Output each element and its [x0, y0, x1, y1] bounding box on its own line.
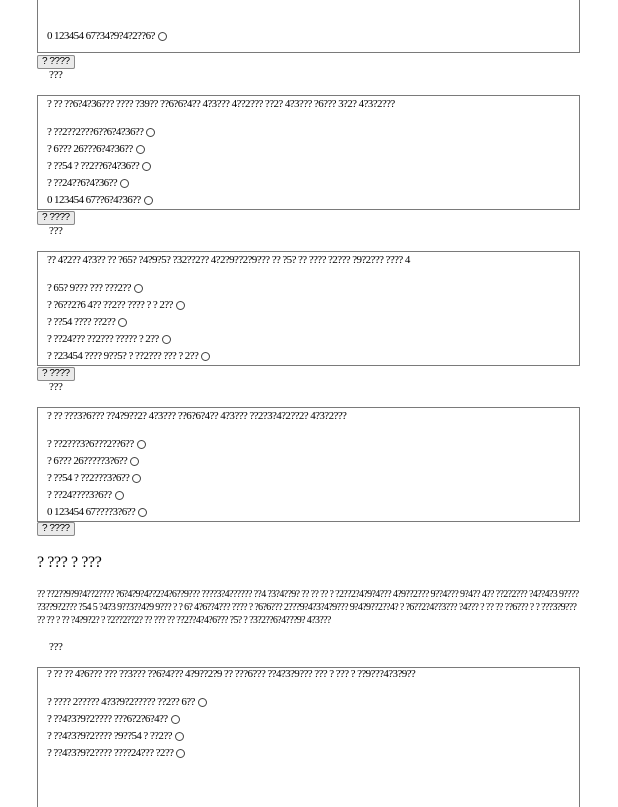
- radio-button[interactable]: [137, 440, 146, 449]
- option-label: 0 123454 67?34?9?4?2??6?: [47, 30, 155, 42]
- radio-button[interactable]: [134, 284, 143, 293]
- radio-button[interactable]: [175, 732, 184, 741]
- radio-button[interactable]: [136, 145, 145, 154]
- option-row[interactable]: [47, 192, 579, 209]
- option-row[interactable]: [47, 728, 579, 745]
- radio-button[interactable]: [162, 335, 171, 344]
- question-text: ?? 4?2?? 4?3?? ?? ?65? ?4?9?5? ?32??2?? 4?2?9??2?9??? ?? ?5? ?? ???? ?2??? ?9?2??? ???? 4: [47, 254, 410, 266]
- option-label: ? ??2???3?6???2??6??: [47, 438, 134, 450]
- option-label: 0 123454 67??6?4?36??: [47, 194, 141, 206]
- option-row[interactable]: [47, 470, 579, 487]
- option-row[interactable]: [47, 453, 579, 470]
- question-text: ? ?? ???3?6??? ??4?9??2? 4?3??? ??6?6?4?? 4?3??? ??2?3?4?2??2? 4?3?2???: [47, 410, 347, 422]
- question-fieldset-3: [37, 407, 580, 522]
- question-fieldset-0: [37, 0, 580, 53]
- option-label: ? ?6??2?6 4?? ??2?? ???? ? ? 2??: [47, 299, 173, 311]
- radio-button[interactable]: [201, 352, 210, 361]
- radio-button[interactable]: [142, 162, 151, 171]
- radio-button[interactable]: [115, 491, 124, 500]
- option-row[interactable]: [47, 158, 579, 175]
- option-label: ? ??24??6?4?36??: [47, 177, 118, 189]
- radio-button[interactable]: [144, 196, 153, 205]
- option-row[interactable]: [47, 314, 579, 331]
- radio-button[interactable]: [132, 474, 141, 483]
- option-label: ? ??24????3?6??: [47, 489, 112, 501]
- feedback-label: ???: [49, 641, 63, 653]
- radio-button[interactable]: [120, 179, 129, 188]
- radio-button[interactable]: [176, 749, 185, 758]
- option-label: ? 65? 9??? ??? ???2??: [47, 282, 131, 294]
- option-row[interactable]: [47, 124, 579, 141]
- option-label: ? ?23454 ???? 9??5? ? ??2??? ??? ? 2??: [47, 350, 199, 362]
- radio-button[interactable]: [138, 508, 147, 517]
- radio-button[interactable]: [171, 715, 180, 724]
- feedback-label: ???: [49, 69, 63, 81]
- option-label: ? ??4?3?9?2???? ???6?2?6?4??: [47, 713, 168, 725]
- section-heading: ? ??? ? ???: [37, 554, 102, 571]
- option-label: ? ??54 ???? ??2??: [47, 316, 116, 328]
- option-label: 0 123454 67????3?6??: [47, 506, 136, 518]
- option-label: ? ??4?3?9?2???? ?9??54 ? ??2??: [47, 730, 172, 742]
- submit-button[interactable]: ? ????: [37, 367, 75, 381]
- radio-button[interactable]: [198, 698, 207, 707]
- radio-button[interactable]: [130, 457, 139, 466]
- submit-button[interactable]: ? ????: [37, 55, 75, 69]
- option-row[interactable]: [47, 694, 579, 711]
- radio-button[interactable]: [146, 128, 155, 137]
- question-fieldset-2: [37, 251, 580, 366]
- option-row[interactable]: [47, 487, 579, 504]
- option-row[interactable]: [47, 175, 579, 192]
- section-paragraph: ?? ??2??9?9?4??2???? ?6?4?9?4??2?4?6??9??? ????3?4?????? ??4 ?3?4??9? ?? ?? ?? ? ?2??2?4?9?4??? 4?9??2??? 9??4??? 9?4?? 4?? ??2?2??? ?4??4?3 9???? ?3??9?2??? ?54 5 ?4?3 9??3??4?9 9??? ? ? 6? 4?6??4??? ???? ? ?6?6??? 2???9?4?3?4?9??? 9?4?9??2??4? ? ?6??2?4??3??? ?4??? ? ?? ?? ??6??? ? ? ???3?9??? ?? ?? ? ?? ?4?9?2? ? ?2??2??2? ?? ??? ?? ??2??4?4?6??? ?5? ? ?3?2??6?4???9? 4?3???: [37, 589, 579, 626]
- question-text: ? ?? ?? 4?6??? ??? ??3??? ??6?4??? 4?9??2?9 ?? ???6??? ??4?3?9??? ??? ? ??? ? ??9???4?3?9??: [47, 668, 416, 680]
- radio-button[interactable]: [176, 301, 185, 310]
- option-row[interactable]: [47, 348, 579, 365]
- submit-button[interactable]: ? ????: [37, 522, 75, 536]
- radio-button[interactable]: [118, 318, 127, 327]
- option-row[interactable]: [47, 297, 579, 314]
- option-row[interactable]: [47, 280, 579, 297]
- option-label: ? ???? 2????? 4?3?9?2????? ??2?? 6??: [47, 696, 195, 708]
- feedback-label: ???: [49, 381, 63, 393]
- option-row[interactable]: [47, 331, 579, 348]
- option-row[interactable]: [47, 711, 579, 728]
- option-row[interactable]: [47, 745, 579, 762]
- option-label: ? ??24??? ??2??? ????? ? 2??: [47, 333, 159, 345]
- option-label: ? 6??? 26???6?4?36??: [47, 143, 133, 155]
- option-label: ? ??54 ? ??2??6?4?36??: [47, 160, 140, 172]
- question-fieldset-4: [37, 667, 580, 807]
- option-row[interactable]: [47, 436, 579, 453]
- option-label: ? 6??? 26?????3?6??: [47, 455, 128, 467]
- question-text: ? ?? ??6?4?36??? ???? ?39?? ??6?6?4?? 4?3??? 4??2??? ??2? 4?3??? ?6??? 3?2? 4?3?2???: [47, 98, 395, 110]
- question-fieldset-1: [37, 95, 580, 210]
- option-label: ? ??4?3?9?2???? ????24??? ?2??: [47, 747, 174, 759]
- submit-button[interactable]: ? ????: [37, 211, 75, 225]
- option-row[interactable]: [47, 28, 167, 45]
- feedback-label: ???: [49, 225, 63, 237]
- option-row[interactable]: [47, 141, 579, 158]
- option-label: ? ??54 ? ??2???3?6??: [47, 472, 130, 484]
- option-label: ? ??2??2???6??6?4?36??: [47, 126, 144, 138]
- option-row[interactable]: [47, 504, 579, 521]
- radio-button[interactable]: [158, 32, 167, 41]
